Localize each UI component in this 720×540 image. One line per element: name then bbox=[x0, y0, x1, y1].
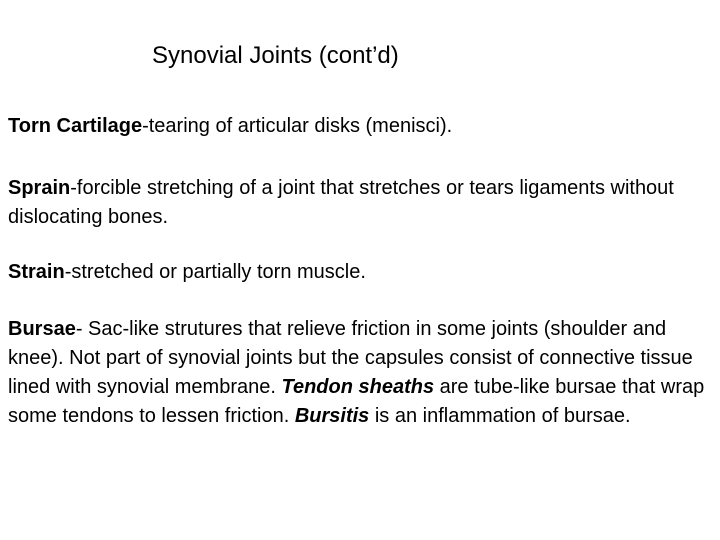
bursae-paragraph bbox=[8, 315, 714, 431]
strain-term: Strain bbox=[8, 261, 65, 283]
tendon-sheaths-text: are tube-like bursae that wrap some tendons to lessen friction. bbox=[8, 376, 705, 427]
slide-title: Synovial Joints (cont’d) bbox=[152, 42, 399, 69]
strain-definition: -stretched or partially torn muscle. bbox=[64, 261, 366, 283]
sprain-paragraph bbox=[8, 174, 714, 232]
torn-cartilage-term: Torn Cartilage bbox=[8, 115, 143, 137]
bursitis-text: is an inflammation of bursae. bbox=[369, 405, 631, 427]
bursae-definition: - Sac-like strutures that relieve friction in some joints (shoulder and knee). Not part of synovial joints but the capsules consist of connective tissue lined with synovial membrane. bbox=[8, 318, 693, 398]
torn-cartilage-paragraph bbox=[8, 112, 714, 141]
torn-cartilage-definition: -tearing of articular disks (menisci). bbox=[142, 115, 453, 137]
sprain-term: Sprain bbox=[8, 177, 71, 199]
bursae-term: Bursae bbox=[8, 318, 76, 340]
strain-paragraph bbox=[8, 258, 714, 287]
sprain-definition: -forcible stretching of a joint that stretches or tears ligaments without dislocating bones. bbox=[8, 177, 674, 228]
bursitis-term: Bursitis bbox=[294, 405, 370, 427]
tendon-sheaths-term: Tendon sheaths bbox=[281, 376, 435, 398]
